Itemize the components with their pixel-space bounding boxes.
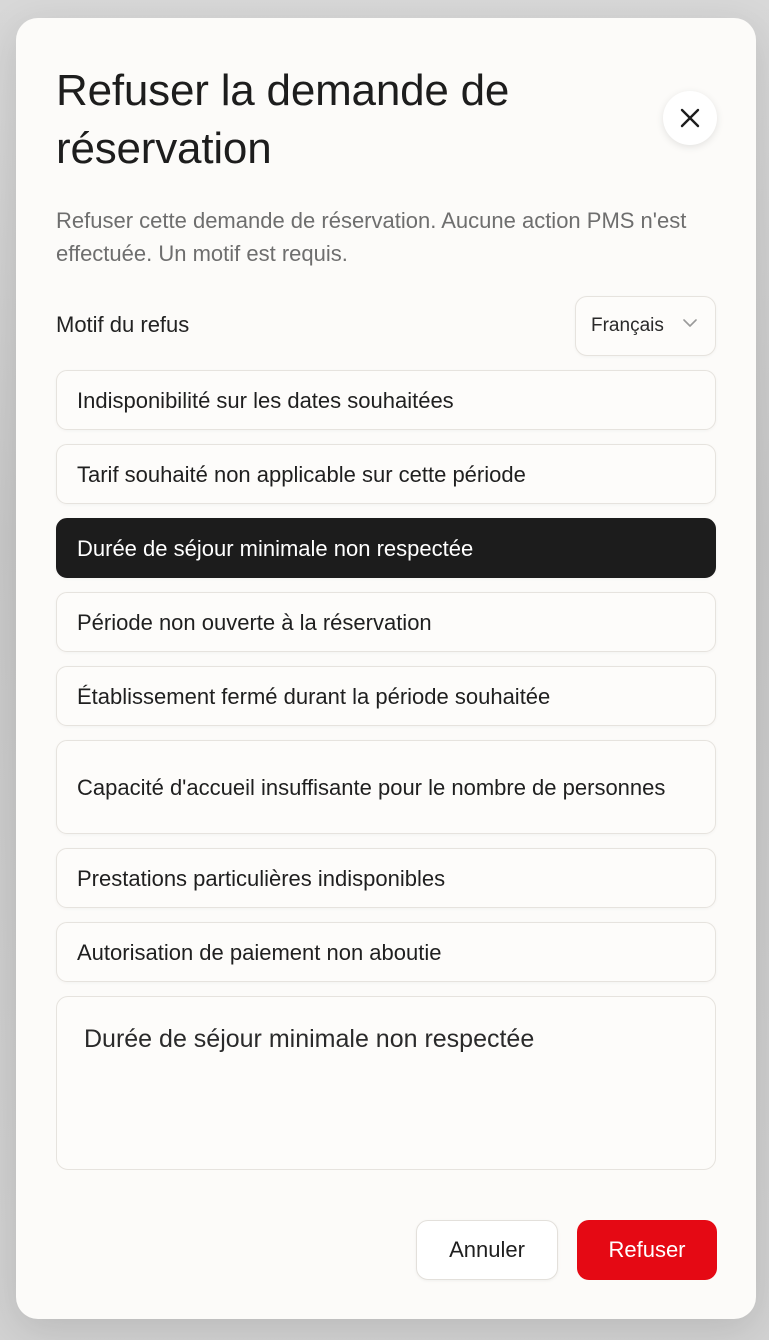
reason-option[interactable]: Capacité d'accueil insuffisante pour le nombre de personnes <box>56 740 716 834</box>
refuse-button[interactable]: Refuser <box>577 1220 717 1280</box>
reason-option[interactable]: Autorisation de paiement non aboutie <box>56 922 716 982</box>
reason-option[interactable]: Indisponibilité sur les dates souhaitées <box>56 370 716 430</box>
reason-option-selected[interactable]: Durée de séjour minimale non respectée <box>56 518 716 578</box>
close-icon <box>679 107 701 129</box>
reason-option[interactable]: Prestations particulières indisponibles <box>56 848 716 908</box>
refuse-dialog <box>16 18 756 1319</box>
reason-option[interactable]: Établissement fermé durant la période souhaitée <box>56 666 716 726</box>
cancel-button[interactable]: Annuler <box>416 1220 558 1280</box>
chevron-down-icon <box>683 319 697 328</box>
dialog-title: Refuser la demande de réservation <box>56 66 510 173</box>
language-select[interactable] <box>575 296 716 356</box>
reason-label: Motif du refus <box>56 312 190 337</box>
reason-message-field[interactable] <box>56 996 716 1170</box>
reason-option[interactable]: Période non ouverte à la réservation <box>56 592 716 652</box>
close-button[interactable] <box>663 91 717 145</box>
dialog-description: Refuser cette demande de réservation. Aucune action PMS n'est effectuée. Un motif est requis. <box>56 208 687 266</box>
reason-option[interactable]: Tarif souhaité non applicable sur cette période <box>56 444 716 504</box>
language-select-value: Français <box>591 315 664 336</box>
